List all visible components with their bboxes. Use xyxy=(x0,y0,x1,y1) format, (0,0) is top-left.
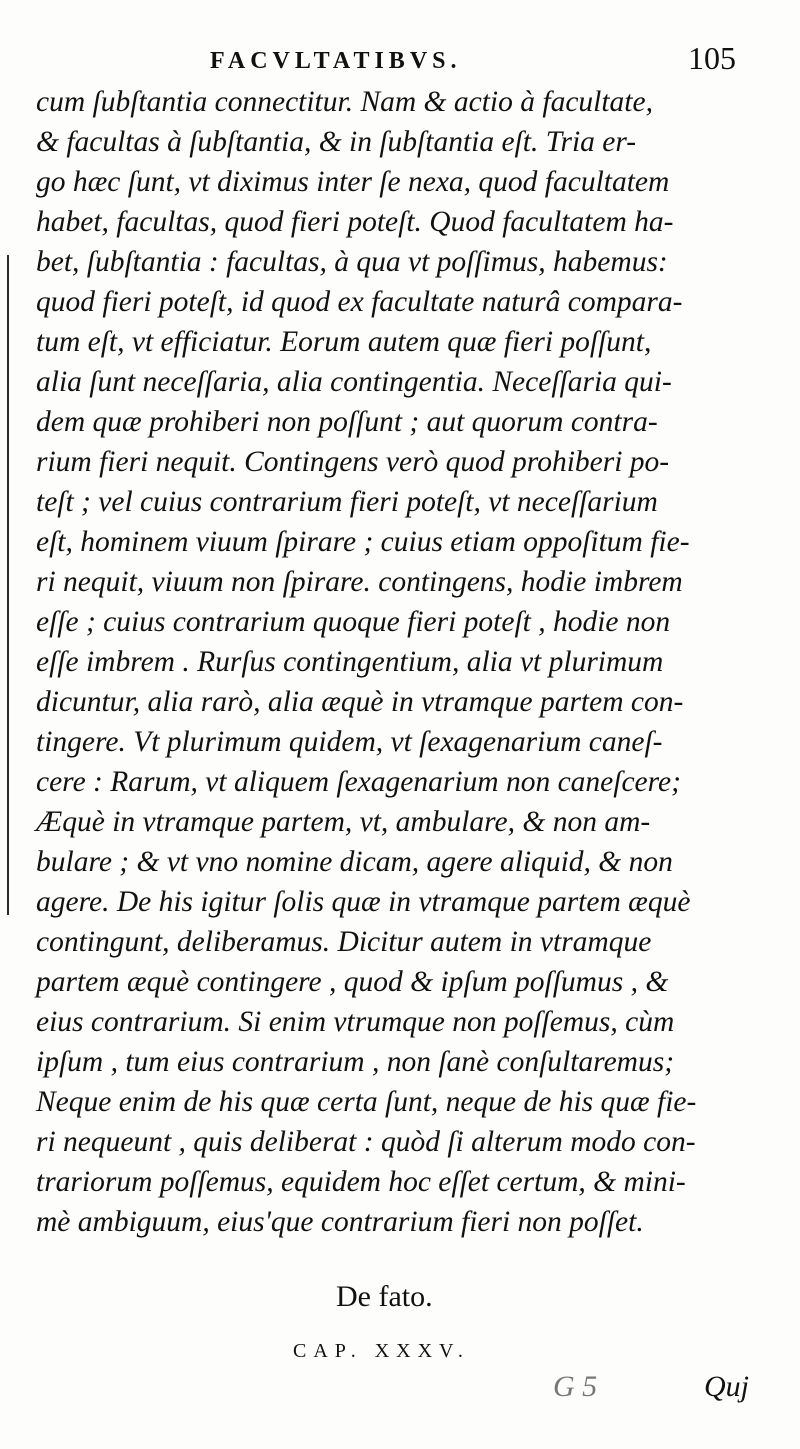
catchword: Quj xyxy=(704,1370,749,1403)
text-line: Æquè in vtramque partem, vt, ambulare, & non am- xyxy=(36,806,651,838)
text-line: bet, ſubſtantia : facultas, à qua vt poſſimus, habemus: xyxy=(36,246,668,278)
text-line: partem æquè contingere , quod & ipſum poſſumus , & xyxy=(36,966,669,998)
text-line: rium fieri nequit. Contingens verò quod prohiberi po- xyxy=(36,446,670,478)
text-line: dicuntur, alia rarò, alia æquè in vtramque partem con- xyxy=(36,686,684,718)
chapter-heading: CAP. XXXV. xyxy=(293,1340,470,1362)
margin-rule xyxy=(7,255,9,915)
text-line: mè ambiguum, eius'que contrarium fieri non poſſet. xyxy=(36,1206,644,1238)
text-line: cum ſubſtantia connectitur. Nam & actio à facultate, xyxy=(36,86,653,118)
text-line: agere. De his igitur ſolis quæ in vtramque partem æquè xyxy=(36,886,691,918)
text-line: tingere. Vt plurimum quidem, vt ſexagenarium caneſ- xyxy=(36,726,663,758)
text-line: tum eſt, vt efficiatur. Eorum autem quæ fieri poſſunt, xyxy=(36,326,652,358)
text-line: bulare ; & vt vno nomine dicam, agere aliquid, & non xyxy=(36,846,673,878)
text-line: & facultas à ſubſtantia, & in ſubſtantia eſt. Tria er- xyxy=(36,126,637,158)
signature-mark: G 5 xyxy=(553,1370,598,1403)
text-line: trariorum poſſemus, equidem hoc eſſet certum, & mini- xyxy=(36,1166,686,1198)
text-line: go hæc ſunt, vt diximus inter ſe nexa, quod facultatem xyxy=(36,166,670,198)
text-line: eſt, hominem viuum ſpirare ; cuius etiam oppoſitum fie- xyxy=(36,526,690,558)
page-number: 105 xyxy=(688,40,736,76)
text-line: ri nequeunt , quis deliberat : quòd ſi alterum modo con- xyxy=(36,1126,696,1158)
text-line: quod fieri poteſt, id quod ex facultate naturâ compara- xyxy=(36,286,683,318)
text-line: cere : Rarum, vt aliquem ſexagenarium non caneſcere; xyxy=(36,766,681,798)
text-line: eſſe ; cuius contrarium quoque fieri poteſt , hodie non xyxy=(36,606,671,638)
text-line: ipſum , tum eius contrarium , non ſanè conſultaremus; xyxy=(36,1046,675,1078)
text-line: dem quæ prohiberi non poſſunt ; aut quorum contra- xyxy=(36,406,658,438)
section-title: De fato. xyxy=(336,1280,433,1313)
text-line: alia ſunt neceſſaria, alia contingentia. Neceſſaria qui- xyxy=(36,366,672,398)
text-line: eius contrarium. Si enim vtrumque non poſſemus, cùm xyxy=(36,1006,675,1038)
text-line: contingunt, deliberamus. Dicitur autem in vtramque xyxy=(36,926,652,958)
body-text xyxy=(36,82,776,1242)
running-head: FACVLTATIBVS. xyxy=(210,48,462,74)
text-line: habet, facultas, quod fieri poteſt. Quod facultatem ha- xyxy=(36,206,674,238)
text-line: teſt ; vel cuius contrarium fieri poteſt, vt neceſſarium xyxy=(36,486,658,518)
text-line: Neque enim de his quæ certa ſunt, neque de his quæ fie- xyxy=(36,1086,697,1118)
text-line: eſſe imbrem . Rurſus contingentium, alia vt plurimum xyxy=(36,646,664,678)
text-line: ri nequit, viuum non ſpirare. contingens, hodie imbrem xyxy=(36,566,683,598)
